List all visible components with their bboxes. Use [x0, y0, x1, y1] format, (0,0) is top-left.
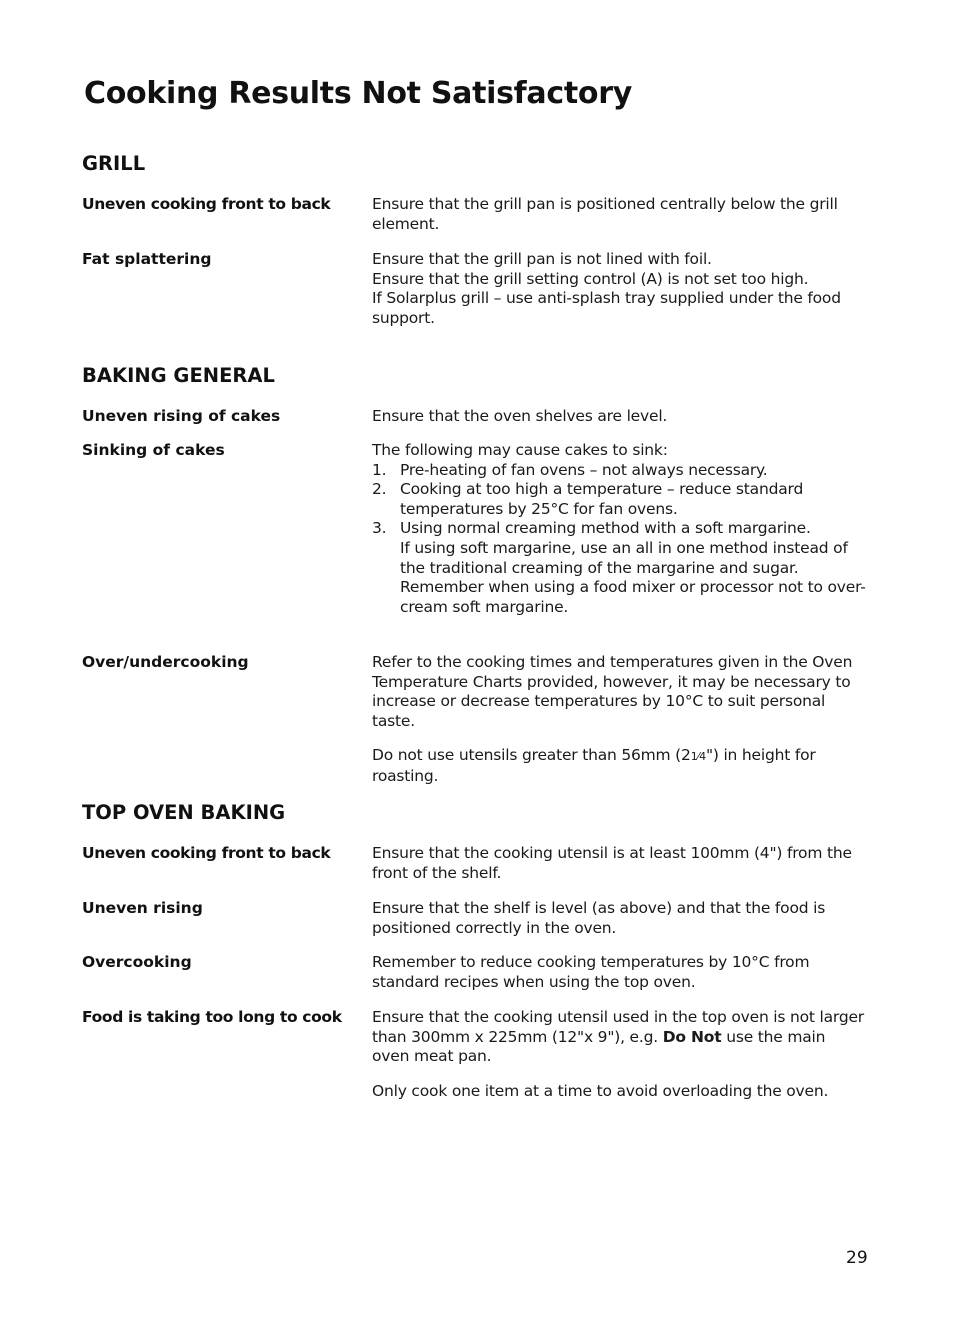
row-text-overcooking — [372, 953, 867, 992]
fat-line-2: Ensure that the grill setting control (A) is not set too high. — [372, 269, 809, 288]
too-long-para-1-end: use the main oven meat pan. — [372, 1027, 826, 1066]
row-text-uneven-rising-of-cakes — [372, 407, 867, 427]
row-text-uneven-rising — [372, 899, 867, 938]
list-item — [372, 519, 867, 617]
over-para-2-start: Do not use utensils greater than 56mm (2 — [372, 746, 691, 765]
row-label-over-undercooking: Over/undercooking — [82, 653, 249, 671]
list-item-text: Cooking at too high a temperature – reduce standard temperatures by 25°C for fan ovens. — [400, 480, 804, 518]
list-item — [372, 461, 867, 481]
row-label-overcooking: Overcooking — [82, 953, 192, 971]
page-number: 29 — [846, 1248, 868, 1268]
row-text-food-too-long — [372, 1008, 867, 1101]
row-text-top-uneven-cooking — [372, 844, 867, 883]
do-not-emphasis: Do Not — [662, 1027, 722, 1046]
fat-line-3: If Solarplus grill – use anti-splash tray supplied under the food support. — [372, 289, 841, 327]
too-long-para-2: Only cook one item at a time to avoid overloading the oven. — [372, 1081, 829, 1100]
row-label-sinking-of-cakes: Sinking of cakes — [82, 441, 225, 459]
section-heading-grill: GRILL — [82, 152, 146, 175]
too-long-para-1 — [372, 1008, 867, 1067]
row-label-uneven-rising: Uneven rising — [82, 899, 203, 917]
fraction-quarter: 1⁄4 — [690, 750, 706, 764]
section-heading-baking-general: BAKING GENERAL — [82, 364, 275, 387]
row-label-food-too-long: Food is taking too long to cook — [82, 1008, 342, 1026]
page-title: Cooking Results Not Satisfactory — [84, 76, 632, 111]
row-label-grill-uneven-cooking: Uneven cooking front to back — [82, 195, 331, 213]
section-heading-top-oven-baking: TOP OVEN BAKING — [82, 801, 286, 824]
row-label-top-uneven-cooking: Uneven cooking front to back — [82, 844, 331, 862]
list-item-number: 2. — [372, 480, 387, 499]
uneven-rising-text: Ensure that the shelf is level (as above) and that the food is positioned correctly in the oven. — [372, 899, 826, 937]
list-item-extra-text: If using soft margarine, use an all in one method instead of the traditional creaming of the margarine and sugar. Remember when using a food mixer or processor not to over-cream soft margarine. — [400, 538, 866, 616]
list-item-text: Pre-heating of fan ovens – not always necessary. — [400, 460, 768, 479]
row-text-sinking-of-cakes — [372, 441, 867, 617]
list-item — [372, 480, 867, 519]
row-label-uneven-rising-of-cakes: Uneven rising of cakes — [82, 407, 281, 425]
too-long-para-1-start: Ensure that the cooking utensil used in the top oven is not larger than 300mm x 225mm (12"x 9"), e.g. — [372, 1008, 864, 1046]
list-item-number: 3. — [372, 519, 387, 538]
row-label-fat-splattering: Fat splattering — [82, 250, 212, 268]
list-item-number: 1. — [372, 460, 387, 479]
sinking-intro: The following may cause cakes to sink: — [372, 441, 668, 459]
row-text-over-undercooking — [372, 653, 867, 787]
over-para-2-end: ") in height for roasting. — [372, 746, 816, 785]
overcooking-text: Remember to reduce cooking temperatures by 10°C from standard recipes when using the top oven. — [372, 953, 810, 991]
row-text-grill-uneven-cooking — [372, 195, 867, 234]
fat-line-1: Ensure that the grill pan is not lined with foil. — [372, 250, 712, 268]
list-item-text: Using normal creaming method with a soft margarine. — [400, 519, 811, 538]
over-para-1: Refer to the cooking times and temperatures given in the Oven Temperature Charts provided, however, it may be necessary to increase or decrease temperatures by 10°C to suit personal taste. — [372, 653, 853, 730]
rising-text: Ensure that the oven shelves are level. — [372, 407, 668, 425]
grill-uneven-text: Ensure that the grill pan is positioned centrally below the grill element. — [372, 195, 838, 233]
top-uneven-cooking-text: Ensure that the cooking utensil is at least 100mm (4") from the front of the shelf. — [372, 844, 852, 882]
row-text-fat-splattering — [372, 250, 867, 328]
over-para-2 — [372, 746, 867, 786]
